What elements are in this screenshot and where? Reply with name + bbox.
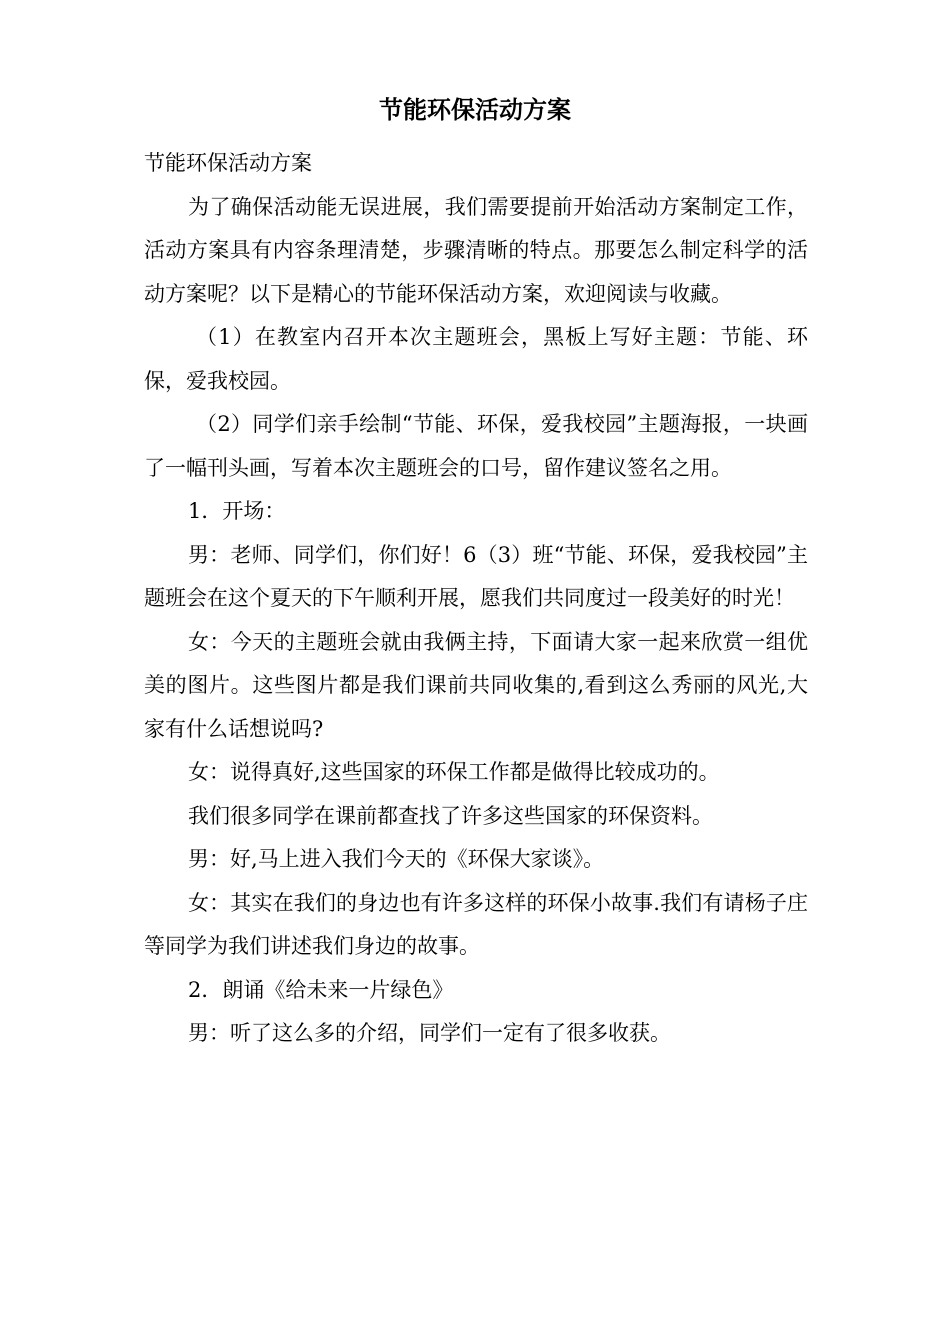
section-recitation-heading: 2．朗诵《给未来一片绿色》	[188, 977, 454, 1002]
dialogue-paragraph: 女：今天的主题班会就由我俩主持，下面请大家一起来欣赏一组优美的图片。这些图片都是我们课前共同收集的,看到这么秀丽的风光,大家有什么话想说吗?	[144, 629, 808, 741]
document-body	[144, 142, 808, 1056]
intro-paragraph: 为了确保活动能无误进展，我们需要提前开始活动方案制定工作，活动方案具有内容条理清楚，步骤清晰的特点。那要怎么制定科学的活动方案呢？以下是精心的节能环保活动方案，欢迎阅读与收藏。	[144, 194, 808, 306]
prep-item-1: （1）在教室内召开本次主题班会，黑板上写好主题：节能、环保，爱我校园。	[144, 325, 808, 393]
section-opening-heading: 1．开场：	[188, 499, 286, 523]
subtitle-paragraph: 节能环保活动方案	[144, 151, 312, 175]
dialogue-paragraph: 女：说得真好,这些国家的环保工作都是做得比较成功的。	[188, 760, 720, 784]
dialogue-paragraph: 我们很多同学在课前都查找了许多这些国家的环保资料。	[188, 803, 713, 828]
prep-item-2: （2）同学们亲手绘制“节能、环保，爱我校园”主题海报，一块画了一幅刊头画，写着本次主题班会的口号，留作建议签名之用。	[144, 412, 808, 480]
dialogue-paragraph: 男：听了这么多的介绍，同学们一定有了很多收获。	[188, 1021, 671, 1045]
dialogue-paragraph: 男：好,马上进入我们今天的《环保大家谈》。	[188, 847, 605, 871]
dialogue-paragraph: 女：其实在我们的身边也有许多这样的环保小故事.我们有请杨子庄等同学为我们讲述我们身边的故事。	[144, 890, 808, 958]
dialogue-paragraph: 男：老师、同学们，你们好！6（3）班“节能、环保，爱我校园”主题班会在这个夏天的下午顺利开展，愿我们共同度过一段美好的时光！	[144, 542, 808, 610]
document-title: 节能环保活动方案	[379, 95, 571, 124]
